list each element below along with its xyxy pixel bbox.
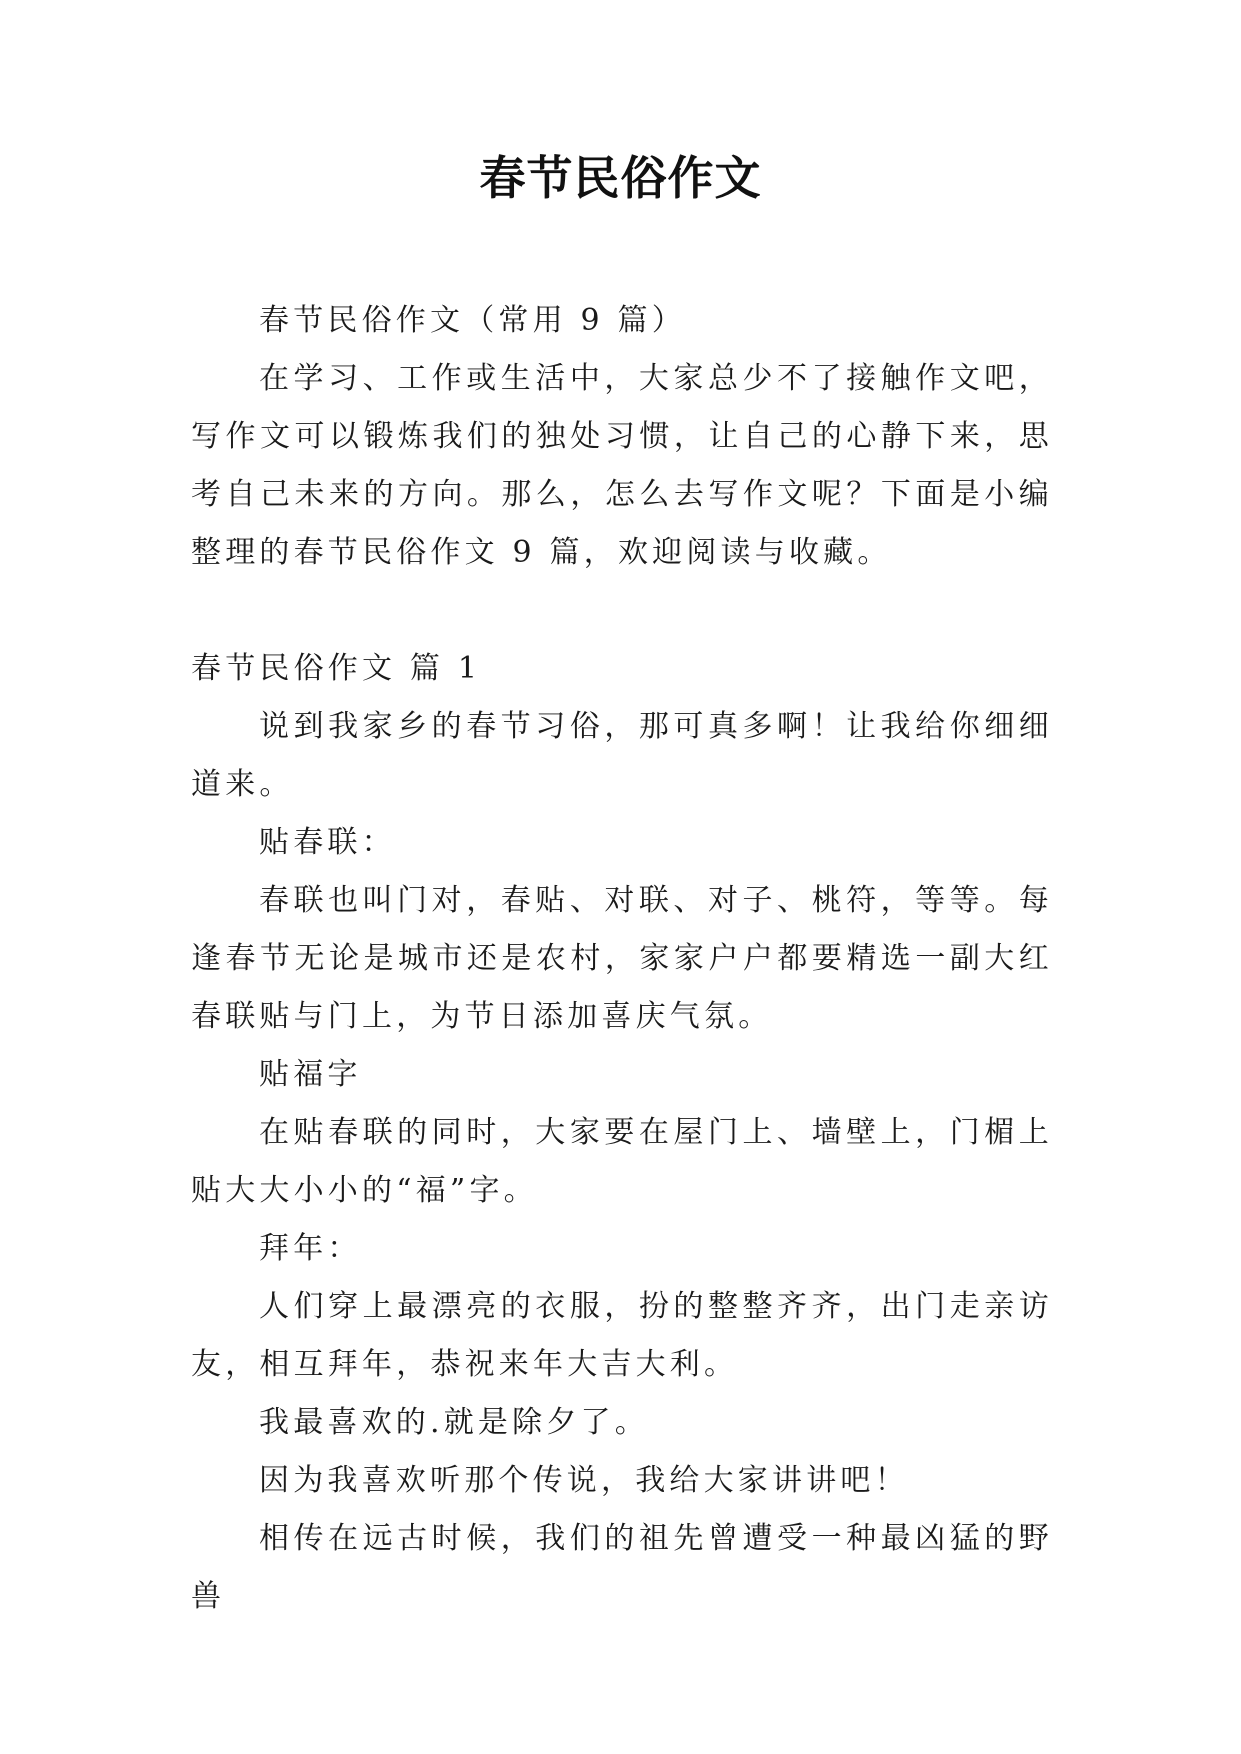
document-title: 春节民俗作文: [479, 151, 762, 205]
document-subtitle: 春节民俗作文（常用 9 篇）: [259, 303, 686, 338]
paragraph: 贴福字: [259, 1057, 362, 1092]
section-spacer: [191, 582, 1053, 640]
paragraph: 我最喜欢的.就是除夕了。: [259, 1405, 649, 1440]
paragraph: 贴春联：: [259, 825, 396, 860]
paragraph: 因为我喜欢听那个传说，我给大家讲讲吧！: [259, 1463, 909, 1498]
paragraph: 相传在远古时候，我们的祖先曾遭受一种最凶猛的野兽: [191, 1521, 1053, 1614]
paragraph: 拜年：: [259, 1231, 362, 1266]
paragraph: 春联也叫门对，春贴、对联、对子、桃符，等等。每逢春节无论是城市还是农村，家家户户都要精选一副大红春联贴与门上，为节日添加喜庆气氛。: [191, 883, 1053, 1034]
paragraph: 在贴春联的同时，大家要在屋门上、墙壁上，门楣上贴大大小小的“福”字。: [191, 1115, 1053, 1208]
paragraph: 人们穿上最漂亮的衣服，扮的整整齐齐，出门走亲访友，相互拜年，恭祝来年大吉大利。: [191, 1289, 1053, 1382]
document-body: [191, 292, 1053, 1626]
paragraph: 说到我家乡的春节习俗，那可真多啊！让我给你细细道来。: [191, 709, 1053, 802]
section-heading: 春节民俗作文 篇 1: [191, 651, 482, 686]
intro-paragraph: 在学习、工作或生活中，大家总少不了接触作文吧，写作文可以锻炼我们的独处习惯，让自己的心静下来，思考自己未来的方向。那么，怎么去写作文呢？下面是小编整理的春节民俗作文 9 篇，欢迎阅读与收藏。: [191, 361, 1053, 570]
